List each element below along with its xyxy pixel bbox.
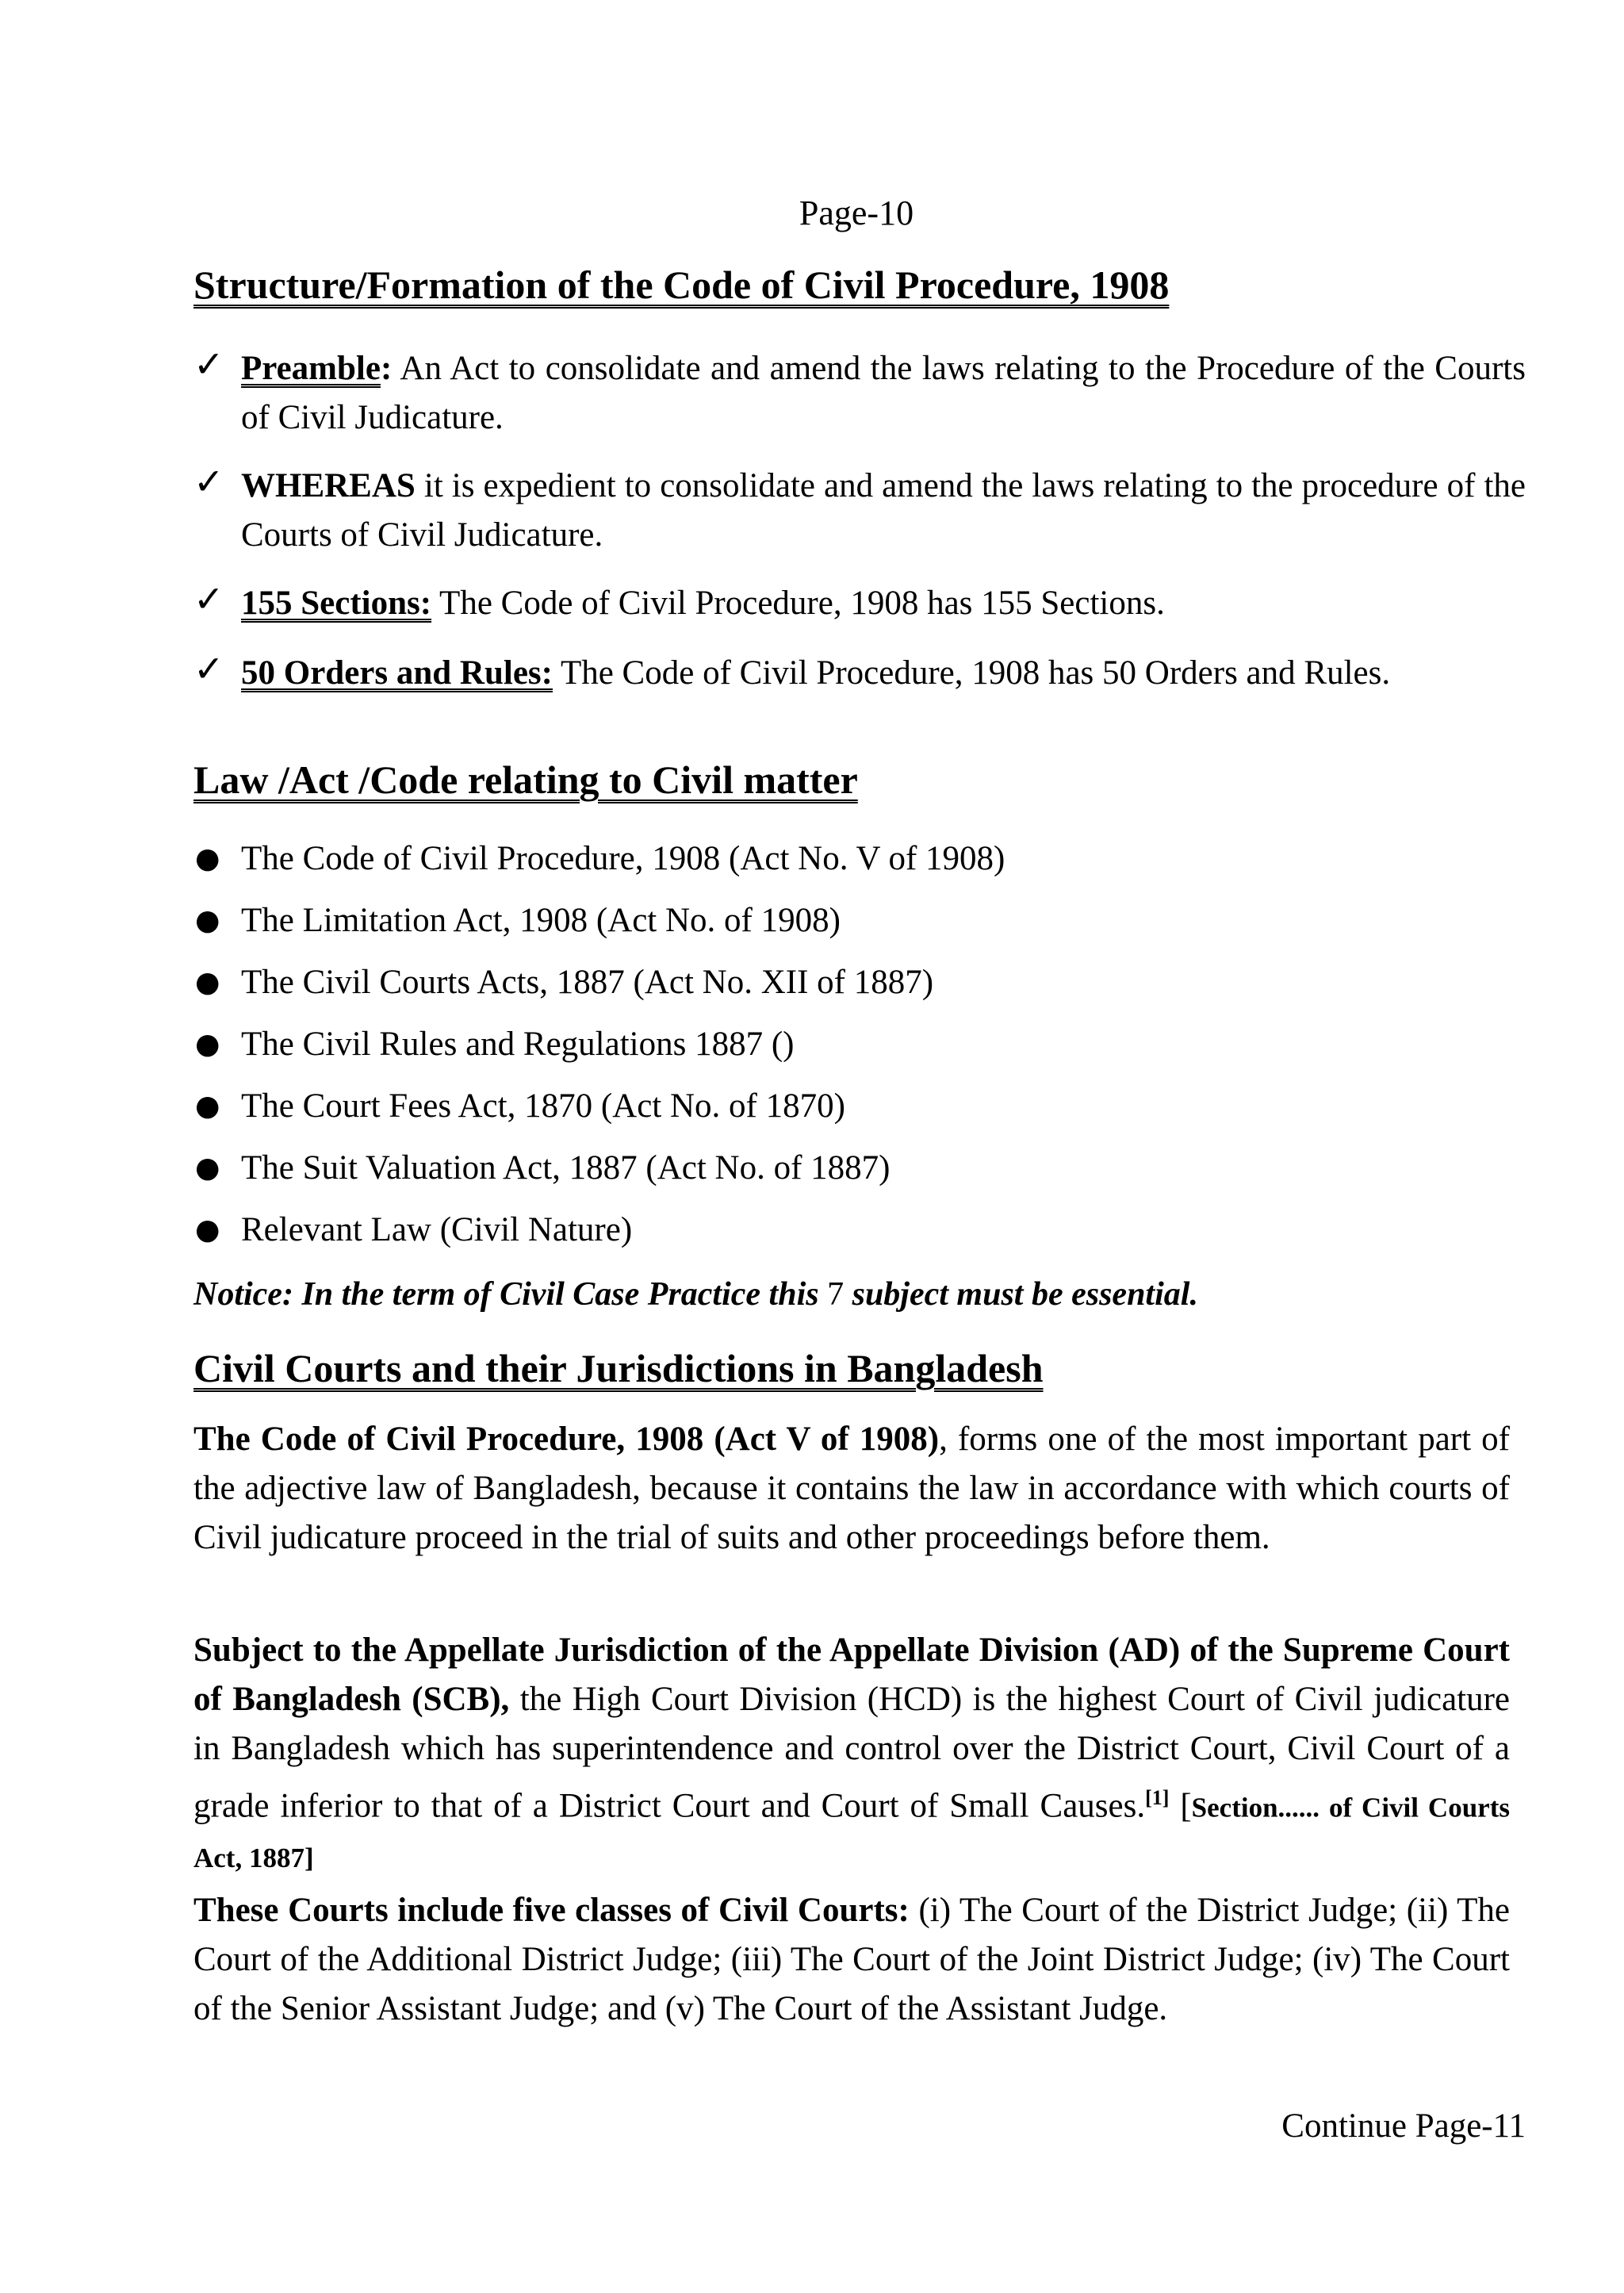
bullet-icon: ● [195, 966, 220, 999]
section-heading-civil-courts: Civil Courts and their Jurisdictions in Bangladesh [193, 1346, 1044, 1390]
bullet-icon: ● [195, 1090, 220, 1122]
list-item-preamble: ✓ Preamble: An Act to consolidate and amend the laws relating to the Procedure of the Courts of Civil Judicature. [241, 344, 1526, 443]
page-number: Page-10 [799, 194, 914, 232]
list-item-sections [193, 577, 1526, 628]
notice-text: Notice: In the term of Civil Case Practice this 7 subject must be essential. [193, 1276, 1198, 1313]
item-keyword: 50 Orders and Rules: [241, 654, 553, 692]
law-list-item: ● The Limitation Act, 1908 (Act No. of 1908) [241, 896, 841, 945]
bullet-icon: ● [195, 1028, 220, 1060]
item-text: An Act to consolidate and amend the laws relating to the Procedure of the Courts of Civil Judicature. [241, 350, 1526, 436]
law-list-item: ● The Suit Valuation Act, 1887 (Act No. of 1887) [241, 1144, 891, 1193]
checkmark-icon: ✓ [193, 343, 224, 385]
law-list-item: ● Relevant Law (Civil Nature) [241, 1206, 632, 1255]
bullet-icon: ● [195, 1214, 220, 1246]
law-list-item: ● The Civil Courts Acts, 1887 (Act No. XII of 1887) [241, 958, 933, 1007]
item-keyword: Preamble [241, 350, 381, 387]
continue-page-note: Continue Page-11 [1281, 2107, 1526, 2145]
law-list-item: ● The Court Fees Act, 1870 (Act No. of 1870) [241, 1082, 845, 1131]
item-text: The Code of Civil Procedure, 1908 has 50 Orders and Rules. [552, 654, 1391, 692]
checkmark-icon: ✓ [193, 647, 224, 690]
section-heading-law-act-code: Law /Act /Code relating to Civil matter [193, 757, 858, 802]
item-keyword: WHEREAS [241, 467, 416, 504]
section-heading-structure: Structure/Formation of the Code of Civil Procedure, 1908 [193, 263, 1170, 307]
law-list-item: ● The Civil Rules and Regulations 1887 () [241, 1020, 794, 1069]
checkmark-icon: ✓ [193, 577, 224, 620]
item-keyword: 155 Sections: [241, 585, 432, 622]
item-text: it is expedient to consolidate and amend the laws relating to the procedure of the Courts of Civil Judicature. [241, 467, 1526, 554]
paragraph-appellate-jurisdiction: Subject to the Appellate Jurisdiction of the Appellate Division (AD) of the Supreme Court of Bangladesh (SCB), the High Court Division (HCD) is the highest Court of Civil judicature in Bangladesh which has superintendence and control over the District Court, Civil Court of a grade inferior to that of a District Court and Court of Small Causes.[1] [Section...... of Civil Courts Act, 1887] [193, 1632, 1511, 1874]
section-reference: Section...... of Civil Courts Act, 1887] [193, 1792, 1510, 1874]
notice-number: 7 [827, 1276, 845, 1313]
item-text: The Code of Civil Procedure, 1908 has 155 Sections. [431, 585, 1165, 622]
law-list-item: ● The Code of Civil Procedure, 1908 (Act No. V of 1908) [241, 834, 1005, 884]
bullet-icon: ● [195, 904, 220, 937]
list-item-orders [193, 647, 1526, 698]
bullet-icon: ● [195, 842, 220, 875]
paragraph-code-intro: The Code of Civil Procedure, 1908 (Act V of 1908), forms one of the most important part of the adjective law of Bangladesh, because it contains the law in accordance with which courts of Civil judicature proceed in the trial of suits and other proceedings before them. [193, 1421, 1510, 1556]
bullet-icon: ● [195, 1152, 220, 1184]
checkmark-icon: ✓ [193, 460, 224, 503]
paragraph-five-classes: These Courts include five classes of Civil Courts: (i) The Court of the District Judge; (ii) The Court of the Additional District Judge; (iii) The Court of the Joint District Judge; (iv) The Court of the Senior Assistant Judge; and (v) The Court of the Assistant Judge. [193, 1892, 1511, 2027]
footnote-ref[interactable]: [1] [1145, 1786, 1170, 1809]
list-item-whereas [193, 460, 1526, 560]
